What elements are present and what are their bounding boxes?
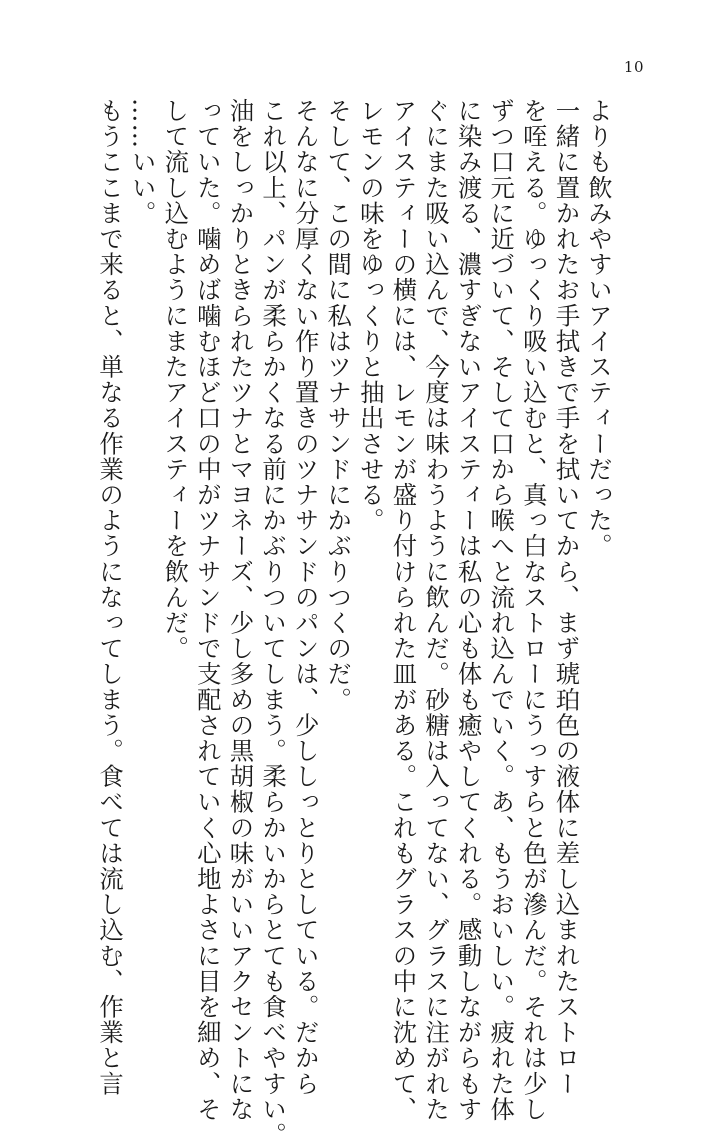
page-number: 10 [623, 58, 644, 76]
text-line: 油をしっかりときられたツナとマヨネーズ、少し多めの黒胡椒の味がいいアクセントにな [225, 98, 255, 1122]
text-line: アイスティーの横には、レモンが盛り付けられた皿がある。これもグラスの中に沈めて、 [388, 98, 418, 1122]
text-line: ぐにまた吸い込んで、今度は味わうように飲んだ。砂糖は入ってない、グラスに注がれた [421, 98, 451, 1122]
body-text [94, 98, 614, 1148]
text-line: ……いい。 [127, 98, 157, 226]
text-line: そんなに分厚くない作り置きのツナサンドのパンは、少ししっとりとしている。だから [290, 98, 320, 1097]
text-line: レモンの味をゆっくりと抽出させる。 [355, 98, 385, 534]
text-line: 一緒に置かれたお手拭きで手を拭いてから、まず琥珀色の液体に差し込まれたストロー [551, 98, 581, 1097]
text-line: ずつ口元に近づいて、そして口から喉へと流れ込んでいく。あ、もうおいしい。疲れた体 [486, 98, 516, 1122]
text-line: これ以上、パンが柔らかくなる前にかぶりついてしまう。柔らかいからとても食べやすい。 [258, 98, 288, 1148]
text-line: もうここまで来ると、単なる作業のようになってしまう。食べては流し込む、作業と言 [95, 98, 125, 1097]
text-line: して流し込むようにまたアイスティーを飲んだ。 [160, 98, 190, 662]
text-line: に染み渡る、濃すぎないアイスティーは私の心も体も癒やしてくれる。感動しながらもす [453, 98, 483, 1122]
text-line: そして、この間に私はツナサンドにかぶりつくのだ。 [323, 98, 353, 713]
text-line: っていた。噛めば噛むほど口の中がツナサンドで支配されていく心地よさに目を細め、そ [192, 98, 222, 1122]
text-line: を咥える。ゆっくり吸い込むと、真っ白なストローにうっすらと色が滲んだ。それは少し [518, 98, 548, 1122]
text-line: よりも飲みやすいアイスティーだった。 [584, 98, 613, 559]
